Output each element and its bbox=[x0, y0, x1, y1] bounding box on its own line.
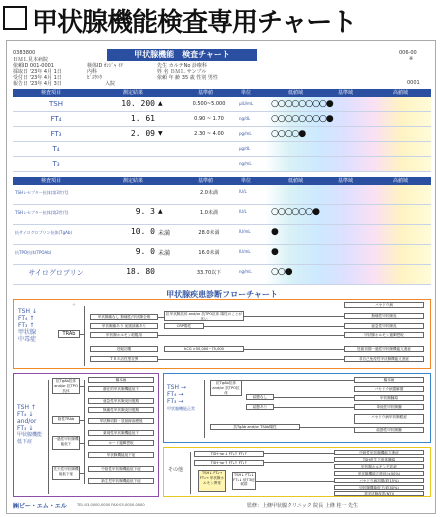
col-ref: 基準値 bbox=[198, 178, 214, 184]
connector bbox=[244, 349, 344, 350]
table2-row bbox=[13, 245, 431, 265]
test-name: T₃ bbox=[52, 160, 60, 168]
col-result: 測定結果 bbox=[123, 90, 144, 96]
department: 内科 bbox=[87, 69, 98, 75]
yellow-end-1: 中枢性甲状腺機能亢進症 bbox=[334, 450, 424, 455]
test-range-dots: ○○○○○○○○● bbox=[271, 99, 333, 109]
test-range-dots: ● bbox=[271, 247, 278, 257]
orange-branch-2: 甲状腺痛あり 前頸部痛あり bbox=[90, 323, 158, 329]
col-unit: 単位 bbox=[241, 178, 252, 184]
purple-end-8: 甲状腺機能低下症 bbox=[88, 452, 154, 458]
test-reference: 0.500~5.000 bbox=[192, 101, 226, 107]
trab-plus: ＋ bbox=[72, 302, 76, 307]
patient-name: 姓 名 ＢＭＬ サンプル bbox=[157, 69, 207, 75]
blue-end-1: 橋本病 bbox=[354, 377, 424, 383]
supervisor-credit: 監修：上條甲状腺クリニック 院長 上條 桂一 先生 bbox=[247, 503, 359, 509]
test-unit: IU/L bbox=[239, 209, 247, 214]
orange-end-6: 非自己免疫性甲状腺機能亢進症 bbox=[344, 356, 424, 362]
test-unit: ng/dL bbox=[239, 116, 251, 121]
connector bbox=[244, 316, 344, 317]
test-value: 2. 09 bbox=[130, 129, 155, 138]
orange-end-2: 無痛性甲状腺炎 bbox=[344, 313, 424, 319]
purple-end-7: ヨード過剰摂取 bbox=[88, 440, 154, 446]
label-thyroid: 甲状腺 bbox=[18, 329, 37, 336]
flowchart-title: 甲状腺疾患診断フローチャート bbox=[166, 290, 278, 299]
branch-line bbox=[48, 380, 49, 494]
test-value: 10. 200 bbox=[121, 99, 155, 108]
orange-end-3: 亜急性甲状腺炎 bbox=[344, 323, 424, 329]
page-number: 0001 bbox=[407, 80, 420, 86]
connector bbox=[274, 407, 354, 408]
checkbox-square-icon bbox=[3, 6, 27, 30]
purple-end-6: 薬剤性甲状腺機能低下 bbox=[88, 430, 154, 436]
test-range-dots: ○○○○○○● bbox=[271, 207, 319, 217]
doctor-info: 先生 カルテNo 診療科 bbox=[157, 63, 207, 69]
purple-end-9: 中枢性甲状腺機能低下症 bbox=[88, 466, 154, 472]
purple-end-5: 甲状腺切除・放射線治療後 bbox=[88, 418, 154, 424]
tsh-down: TSH ↓ bbox=[18, 308, 37, 315]
collection-date: 採取日 '23年 4月 1日 bbox=[13, 69, 62, 75]
orange-mid-1: 抗甲状腺抗体 and/or 抗TPO抗体 陽性のことが多い bbox=[165, 312, 243, 321]
test-unit: IU/L bbox=[239, 189, 247, 194]
orange-branch-1: 甲状腺痛なし 無痛性/甲状腺全般 bbox=[90, 314, 158, 320]
ft3-normal: FT₃ → bbox=[167, 398, 184, 405]
test-flag: ▲ bbox=[158, 208, 163, 215]
test-reference: 16.0未満 bbox=[198, 250, 220, 256]
test-name: TSHレセプター抗体(第3世代) bbox=[15, 190, 69, 195]
test-range-dots: ○○● bbox=[271, 267, 292, 277]
yellow-end-3: 甲状腺ホルモン不応症 bbox=[334, 464, 424, 469]
label-thyroid-function: 甲状腺機能 bbox=[17, 432, 43, 438]
yellow-end-4: 甲状腺機能亢進症(±50%) bbox=[334, 471, 424, 476]
table1-row bbox=[13, 112, 431, 127]
mark-asterisk: ※ bbox=[409, 56, 414, 62]
blue-end-4: 単純性甲状腺腫 bbox=[354, 404, 424, 410]
test-value: 1. 61 bbox=[130, 114, 155, 123]
connector bbox=[204, 326, 344, 327]
test-range-dots: ● bbox=[271, 227, 278, 237]
test-range-dots: ○○○○● bbox=[271, 129, 306, 139]
table2-row bbox=[13, 185, 431, 205]
col-result: 測定結果 bbox=[123, 178, 144, 184]
yellow-end-2: TSH産生下垂体腫瘍 bbox=[334, 457, 424, 462]
patient-age-sex: 依頼 年 齢 35 歳 性別 男性 bbox=[157, 75, 218, 81]
purple-item-congenital: 先天性甲状腺機能低下症 bbox=[52, 466, 80, 480]
form-code: 006-00 bbox=[399, 50, 417, 56]
connector bbox=[256, 481, 334, 482]
connector bbox=[264, 453, 334, 454]
test-unit: ng/mL bbox=[239, 161, 252, 166]
report-date: 報告日 '23年 4月 3日 bbox=[13, 81, 62, 87]
orange-mid-4: hCG >50,000~75,000 bbox=[164, 346, 244, 352]
table2-row bbox=[13, 265, 431, 285]
connector bbox=[80, 473, 84, 474]
other-box bbox=[163, 447, 431, 497]
test-unit: IU/mL bbox=[239, 249, 251, 254]
table1-row bbox=[13, 97, 431, 112]
branch-line bbox=[190, 452, 191, 494]
orange-end-5: 妊娠初期一過性甲状腺機能亢進症 bbox=[344, 346, 424, 352]
purple-end-10: 新生児甲状腺機能低下症 bbox=[88, 478, 154, 484]
purple-end-4: 無痛性甲状腺炎回復期 bbox=[88, 407, 154, 413]
col-item: 検査項目 bbox=[41, 178, 62, 184]
test-reference: 1.0未満 bbox=[200, 210, 218, 216]
test-reference: 0.90 ~ 1.70 bbox=[194, 116, 224, 122]
test-unit: μIU/mL bbox=[239, 101, 254, 106]
blue-item-tsab: 抗TgAb and/or TSAb陽性 bbox=[210, 424, 300, 430]
yellow-end-5: バセドウ病初期(約15%) bbox=[334, 478, 424, 483]
test-unit: ng/mL bbox=[239, 269, 252, 274]
col-high: 高値域 bbox=[393, 90, 409, 96]
ward: ﾋﾞﾖｳﾄｳ bbox=[87, 75, 103, 81]
ft3-down: FT₃ ↓ bbox=[17, 425, 34, 432]
test-flag: 未満 bbox=[158, 250, 171, 257]
table1-row bbox=[13, 127, 431, 142]
test-value: 10. 0 bbox=[130, 227, 155, 236]
hypothyroid-box bbox=[13, 373, 159, 497]
sheet-header-title: 甲状腺機能 検査チャート bbox=[107, 49, 257, 61]
purple-item-1: 抗TgAb抗体 and/or 抗TPO抗体 bbox=[52, 378, 80, 394]
chart-sheet bbox=[6, 40, 436, 514]
blue-item-no-nodule: 結節なし bbox=[246, 394, 274, 400]
test-name: 抗TPO抗体(TPOAb) bbox=[15, 250, 52, 255]
orange-branch-3: 甲状腺ホルモン剤服用 bbox=[90, 332, 158, 338]
yellow-row-2: TSH→or↑ FT₄↑ FT₃↑ bbox=[194, 460, 264, 466]
blue-end-3: 甲状腺腫瘍 bbox=[354, 395, 424, 401]
purple-item-tsab: 陰性TRAb bbox=[52, 416, 80, 424]
col-normal: 基準域 bbox=[338, 90, 354, 96]
branch-line bbox=[84, 306, 85, 366]
orange-end-4: 甲状腺ホルモン過剰摂取 bbox=[344, 332, 424, 338]
test-reference: 2.0未満 bbox=[200, 190, 218, 196]
ft4-normal: FT₄ → bbox=[167, 391, 184, 398]
branch-line bbox=[204, 380, 205, 438]
test-unit: pg/mL bbox=[239, 131, 252, 136]
test-value: 9. 3 bbox=[135, 207, 155, 216]
test-value: 18. 80 bbox=[126, 267, 155, 276]
request-id: 依頼ID 001-0001 bbox=[13, 63, 54, 69]
yellow-row-4: TSH↓ FT₄↓ FT₃↓ 低T3症候群 bbox=[232, 472, 256, 490]
label-euthyroid: 甲状腺機能正常 bbox=[167, 406, 195, 411]
test-flag: 未満 bbox=[158, 230, 171, 237]
table1-row bbox=[13, 142, 431, 157]
connector bbox=[158, 335, 344, 336]
company-logo: ㈱ビー・エム・エル bbox=[13, 503, 67, 510]
tsh-up: TSH ↑ bbox=[17, 404, 36, 411]
test-name: 抗サイログロブリン抗体(TgAb) bbox=[15, 230, 72, 235]
orange-end-1: バセドウ病 bbox=[344, 302, 424, 308]
orange-branch-4: 妊娠初期 bbox=[90, 346, 158, 352]
yellow-row-3: TSH↓ FT₄→ FT₃→ 甲状腺ホルモン異常 bbox=[198, 470, 226, 492]
col-low: 低値域 bbox=[288, 90, 304, 96]
col-ref: 基準値 bbox=[198, 90, 214, 96]
table2-header bbox=[13, 177, 431, 185]
connector bbox=[158, 359, 344, 360]
col-high: 高値域 bbox=[393, 178, 409, 184]
label-toxicosis: 中毒症 bbox=[18, 336, 37, 343]
and-or: and/or bbox=[17, 418, 37, 425]
test-unit: IU/mL bbox=[239, 229, 251, 234]
hyperthyroid-label bbox=[18, 308, 48, 343]
test-flag: ▲ bbox=[158, 100, 163, 107]
blue-end-6: 結節性甲状腺腫 bbox=[354, 427, 424, 433]
test-name: T₄ bbox=[52, 145, 60, 153]
test-unit: μg/dL bbox=[239, 146, 251, 151]
euthyroid-label bbox=[167, 384, 201, 412]
purple-end-2: 潜在的甲状腺機能低下 bbox=[88, 386, 154, 392]
inpatient-flag: 入院 bbox=[105, 81, 116, 87]
purple-end-3: 亜急性甲状腺炎回復期 bbox=[88, 398, 154, 404]
test-reference: 2.30 ~ 4.00 bbox=[194, 131, 224, 137]
contact-info: TEL:03-0000-0000 FAX:03-0000-0000 bbox=[77, 503, 145, 507]
test-name: TSH bbox=[49, 100, 63, 108]
col-unit: 単位 bbox=[241, 90, 252, 96]
blue-end-5: バセドウ病甲状腺眼症 bbox=[354, 414, 424, 424]
hyperthyroid-box bbox=[13, 299, 431, 369]
test-name: サイログロブリン bbox=[28, 269, 84, 277]
table1-header bbox=[13, 89, 431, 97]
connector bbox=[80, 386, 84, 387]
col-low: 低値域 bbox=[288, 178, 304, 184]
table2-row bbox=[13, 225, 431, 245]
orange-branch-5: ＴＲＥ活性型変異 bbox=[90, 356, 158, 362]
test-name: FT₃ bbox=[50, 130, 62, 138]
hospital-name: ＢＭＬ見本病院 bbox=[13, 57, 49, 63]
connector bbox=[80, 443, 84, 444]
ft4-up: FT₄ ↑ bbox=[18, 315, 35, 322]
connector bbox=[300, 427, 354, 428]
test-reference: 28.0未満 bbox=[198, 230, 220, 236]
connector bbox=[80, 420, 84, 421]
branch-line bbox=[80, 334, 84, 335]
test-value: 9. 0 bbox=[135, 247, 155, 256]
branch-line bbox=[84, 380, 85, 484]
connector bbox=[242, 380, 354, 381]
connector bbox=[158, 317, 164, 318]
yellow-row-1: TSH→or↓ FT₄↑ FT₃↑ bbox=[194, 451, 264, 457]
patient-id: 検体ID ｶﾝｼﾞｬ ｲﾁ bbox=[87, 63, 124, 69]
hypothyroid-label bbox=[17, 404, 45, 446]
received-date: 受付日 '23年 4月 1日 bbox=[13, 75, 62, 81]
col-normal: 基準域 bbox=[338, 178, 354, 184]
yellow-end-6: 甲状腺機能低下(約30%) bbox=[334, 485, 424, 490]
tsh-normal: TSH → bbox=[167, 384, 186, 391]
yellow-end-7: 非甲状腺疾患(NTI) bbox=[334, 491, 424, 496]
table2-row bbox=[13, 205, 431, 225]
blue-item-ab: 抗TgAb抗体 and/or 抗TPO抗体 bbox=[210, 380, 242, 396]
ft3-up: FT₃ ↑ bbox=[18, 322, 35, 329]
test-range-dots: ○○○○○○○○● bbox=[271, 114, 333, 124]
test-name: TSHレセプター抗体(第2世代) bbox=[15, 210, 69, 215]
page-title-text: 甲状腺機能検査専用チャート bbox=[32, 8, 357, 38]
lab-code: 0383800 bbox=[13, 50, 36, 56]
test-flag: ▼ bbox=[158, 130, 163, 137]
euthyroid-box bbox=[163, 373, 431, 443]
col-item: 検査項目 bbox=[41, 90, 62, 96]
test-name: FT₄ bbox=[50, 115, 62, 123]
page-title bbox=[0, 0, 441, 36]
ft4-down: FT₄ ↓ bbox=[17, 411, 34, 418]
trab-node: TRAb bbox=[58, 330, 80, 338]
orange-mid-2: CRP陽性 bbox=[164, 323, 204, 329]
test-reference: 33.70以下 bbox=[196, 270, 222, 276]
label-hypofunction: 低下症 bbox=[17, 439, 33, 445]
blue-end-2: バセドウ病寛解期 bbox=[354, 386, 424, 392]
table1-row bbox=[13, 157, 431, 172]
label-other: その他 bbox=[168, 467, 184, 473]
connector bbox=[264, 462, 334, 463]
connector bbox=[274, 397, 354, 398]
purple-end-1: 橋本病 bbox=[88, 377, 154, 383]
blue-item-nodule: 結節あり bbox=[246, 404, 274, 410]
purple-item-transient: 一過性甲状腺機能低下 bbox=[52, 436, 80, 450]
